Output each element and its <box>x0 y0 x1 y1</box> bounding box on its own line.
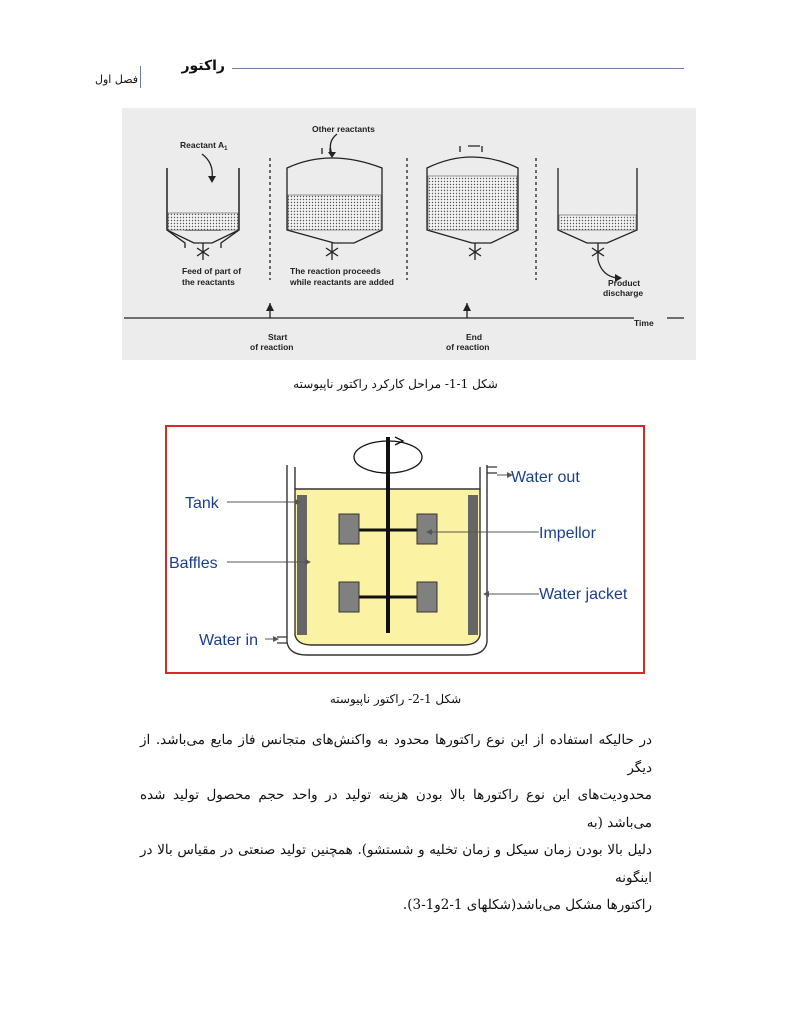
figure1-caption: شکل 1-1- مراحل کارکرد راکتور ناپیوسته <box>293 377 498 391</box>
label-feed-line2: the reactants <box>182 277 235 287</box>
body-line-1: در حالیکه استفاده از این نوع راکتورها محدود به واکنش‌های متجانس فاز مایع می‌باشد. از دیگر <box>140 732 652 776</box>
batch-stages-diagram <box>122 108 696 360</box>
label-baffles: Baffles <box>169 555 218 572</box>
label-product-line1: Product <box>608 278 641 288</box>
body-line-3: دلیل بالا بودن زمان سیکل و زمان تخلیه و شستشو). همچنین تولید صنعتی در مقیاس بالا در اینگونه <box>140 842 652 886</box>
header-rule <box>232 68 684 69</box>
vessel-1 <box>167 168 239 248</box>
baffle-left <box>297 495 307 635</box>
label-start-line1: Start <box>268 332 288 342</box>
label-tank: Tank <box>185 495 219 512</box>
label-time: Time <box>634 318 654 328</box>
figure-stirred-tank <box>165 425 645 674</box>
label-feed-line1: Feed of part of <box>182 266 242 276</box>
label-end-line1: End <box>466 332 483 342</box>
label-proceeds-line1: The reaction proceeds <box>290 266 381 276</box>
paddle-bottom-right <box>417 582 437 612</box>
header-chapter: فصل اول <box>95 73 138 86</box>
body-line-4: راکتورها مشکل می‌باشد(شکلهای 1-2و1-3). <box>402 897 652 913</box>
figure2-caption: شکل 1-2- راکتور ناپیوسته <box>329 692 462 706</box>
header-vertical-rule <box>140 66 141 88</box>
body-paragraph <box>140 727 652 920</box>
vessel-4 <box>558 168 637 243</box>
paddle-top-left <box>339 514 359 544</box>
label-product-line2: discharge <box>603 288 644 298</box>
header <box>0 0 791 100</box>
baffle-right <box>468 495 478 635</box>
label-impellor: Impellor <box>539 525 596 542</box>
label-other-reactants: Other reactants <box>312 124 375 134</box>
label-end-line2: of reaction <box>446 342 490 352</box>
label-start-line2: of reaction <box>250 342 294 352</box>
paddle-top-right <box>417 514 437 544</box>
label-water-jacket: Water jacket <box>539 586 628 603</box>
body-line-2: محدودیت‌های این نوع راکتورها بالا بودن هزینه تولید در واحد حجم محصول تولید شده می‌باشد (به <box>140 787 652 831</box>
paddle-bottom-left <box>339 582 359 612</box>
label-proceeds-line2: while reactants are added <box>290 277 394 287</box>
impeller-shaft <box>386 437 390 633</box>
label-water-in: Water in <box>199 632 258 649</box>
figure-batch-stages <box>122 108 696 360</box>
label-reactant-a: Reactant $A_1$ <box>180 140 228 152</box>
header-title: راکتور <box>181 58 225 74</box>
stirred-tank-diagram <box>167 427 643 672</box>
label-water-out: Water out <box>511 469 580 486</box>
